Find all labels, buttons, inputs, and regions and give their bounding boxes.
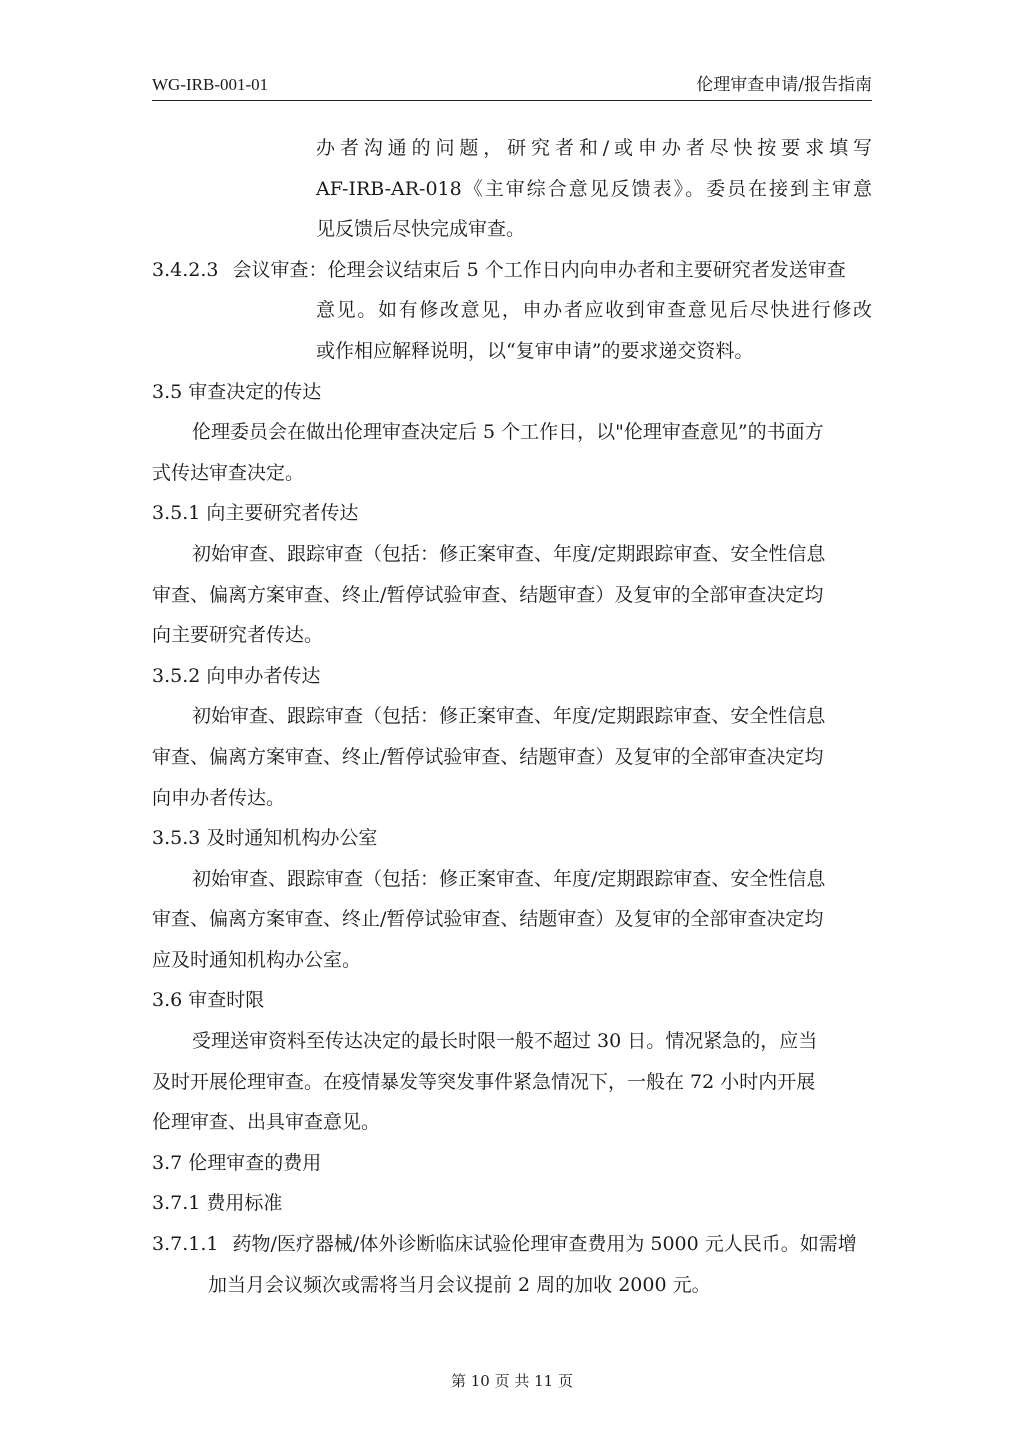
section-heading: 3.5.3 及时通知机构办公室 xyxy=(152,827,378,850)
paragraph-line: 初始审查、跟踪审查（包括：修正案审查、年度/定期跟踪审查、安全性信息 xyxy=(192,542,826,565)
paragraph-line: 审查、偏离方案审查、终止/暂停试验审查、结题审查）及复审的全部审查决定均 xyxy=(152,583,824,606)
section-heading: 3.7.1 费用标准 xyxy=(152,1192,283,1215)
paragraph-line: 办者沟通的问题，研究者和/或申办者尽快按要求填写 xyxy=(316,137,872,159)
item-text: 会议审查：伦理会议结束后 5 个工作日内向申办者和主要研究者发送审查 xyxy=(232,258,846,281)
paragraph-line: 加当月会议频次或需将当月会议提前 2 周的加收 2000 元。 xyxy=(208,1273,711,1296)
numbered-item xyxy=(152,250,872,291)
document-body xyxy=(152,128,872,1305)
item-number: 3.7.1.1 xyxy=(152,1233,219,1256)
section-heading: 3.5.2 向申办者传达 xyxy=(152,664,321,687)
page-footer xyxy=(0,1370,1024,1391)
paragraph-line: AF-IRB-AR-018《主审综合意见反馈表》。委员在接到主审意 xyxy=(316,177,872,200)
page-number: 第 10 页 共 11 页 xyxy=(450,1372,573,1390)
paragraph-line: 意见。如有修改意见，申办者应收到审查意见后尽快进行修改 xyxy=(316,299,872,322)
paragraph-line: 初始审查、跟踪审查（包括：修正案审查、年度/定期跟踪审查、安全性信息 xyxy=(192,867,826,890)
paragraph-line: 初始审查、跟踪审查（包括：修正案审查、年度/定期跟踪审查、安全性信息 xyxy=(192,705,826,728)
paragraph-line: 受理送审资料至传达决定的最长时限一般不超过 30 日。情况紧急的，应当 xyxy=(192,1030,818,1053)
paragraph-line: 见反馈后尽快完成审查。 xyxy=(316,218,526,241)
section-heading: 3.5.1 向主要研究者传达 xyxy=(152,502,359,525)
item-number: 3.4.2.3 xyxy=(152,258,219,281)
paragraph-line: 伦理审查、出具审查意见。 xyxy=(152,1111,381,1134)
paragraph-line: 审查、偏离方案审查、终止/暂停试验审查、结题审查）及复审的全部审查决定均 xyxy=(152,745,824,768)
paragraph-line: 及时开展伦理审查。在疫情暴发等突发事件紧急情况下，一般在 72 小时内开展 xyxy=(152,1070,816,1093)
page-header xyxy=(152,72,872,101)
document-title: 伦理审查申请/报告指南 xyxy=(696,75,872,95)
paragraph-line: 向主要研究者传达。 xyxy=(152,624,324,647)
document-code: WG-IRB-001-01 xyxy=(152,75,269,94)
paragraph-line: 伦理委员会在做出伦理审查决定后 5 个工作日，以"伦理审查意见”的书面方 xyxy=(192,421,824,444)
numbered-item xyxy=(152,1224,872,1265)
paragraph-line: 式传达审查决定。 xyxy=(152,461,305,484)
paragraph-line: 向申办者传达。 xyxy=(152,786,286,809)
paragraph-line: 或作相应解释说明，以“复审申请”的要求递交资料。 xyxy=(316,339,754,362)
item-text: 药物/医疗器械/体外诊断临床试验伦理审查费用为 5000 元人民币。如需增 xyxy=(232,1233,857,1256)
section-heading: 3.6 审查时限 xyxy=(152,989,265,1012)
section-heading: 3.5 审查决定的传达 xyxy=(152,380,322,403)
paragraph-line: 应及时通知机构办公室。 xyxy=(152,948,362,971)
paragraph-line: 审查、偏离方案审查、终止/暂停试验审查、结题审查）及复审的全部审查决定均 xyxy=(152,908,824,931)
section-heading: 3.7 伦理审查的费用 xyxy=(152,1151,322,1174)
